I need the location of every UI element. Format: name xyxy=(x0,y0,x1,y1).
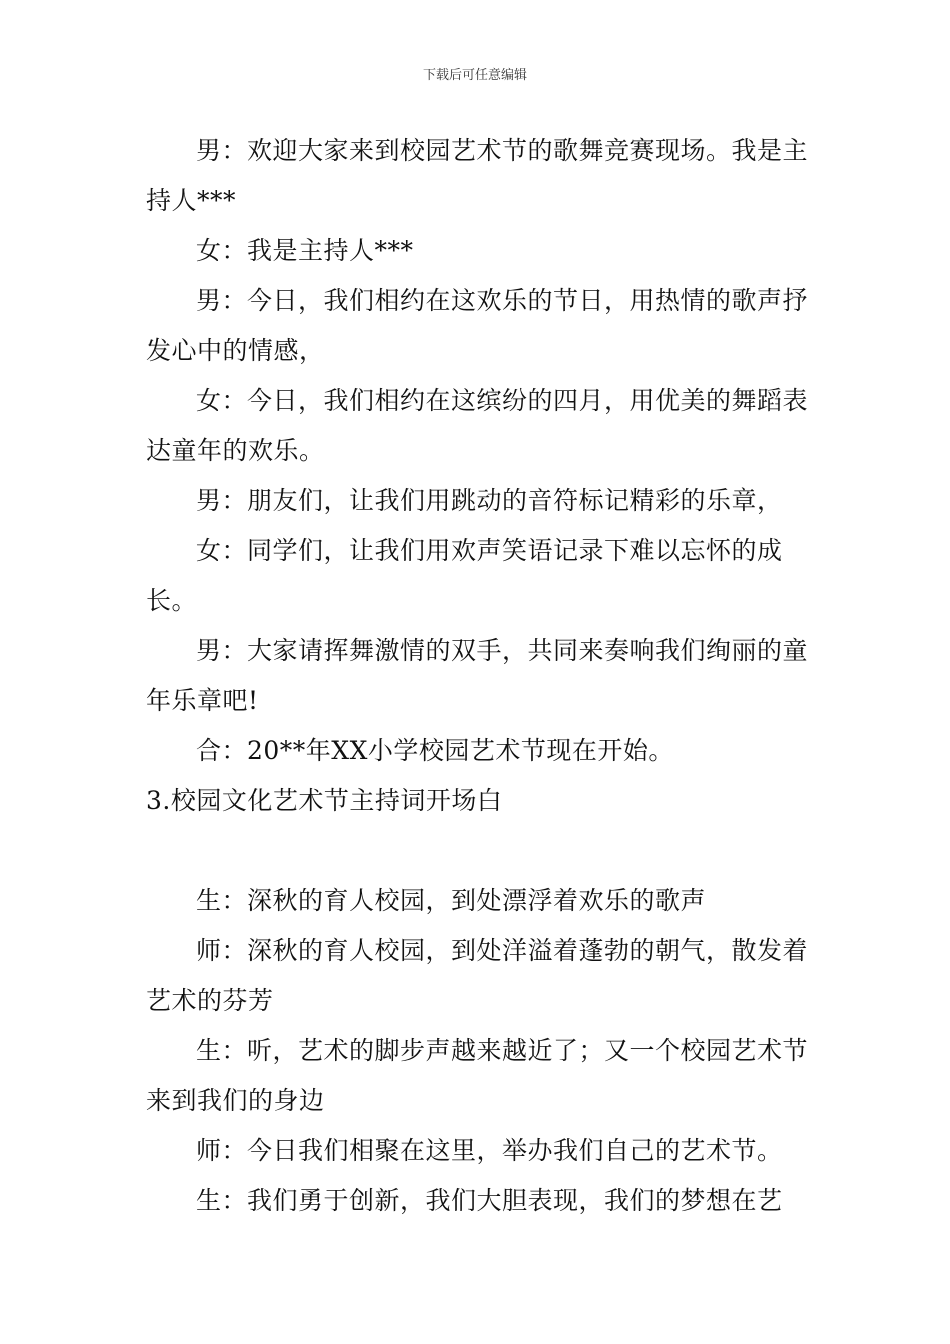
paragraph: 师：今日我们相聚在这里，举办我们自己的艺术节。 xyxy=(196,1136,783,1165)
paragraph: 生：深秋的育人校园，到处漂浮着欢乐的歌声 xyxy=(196,886,707,915)
paragraph: 女：我是主持人*** xyxy=(196,236,414,265)
page-header-note: 下载后可任意编辑 xyxy=(422,68,527,83)
paragraph: 合：20**年XX小学校园艺术节现在开始。 xyxy=(196,736,674,765)
paragraph: 生：听，艺术的脚步声越来越近了；又一个校园艺术节来到我们的身边 xyxy=(146,1036,809,1115)
paragraph: 男：大家请挥舞激情的双手，共同来奏响我们绚丽的童年乐章吧! xyxy=(146,636,809,715)
paragraph: 男：今日，我们相约在这欢乐的节日，用热情的歌声抒发心中的情感， xyxy=(146,286,809,365)
paragraph: 女：今日，我们相约在这缤纷的四月，用优美的舞蹈表达童年的欢乐。 xyxy=(146,386,809,465)
document-body xyxy=(146,126,810,1226)
paragraph: 男：欢迎大家来到校园艺术节的歌舞竞赛现场。我是主持人*** xyxy=(146,136,809,215)
paragraph: 生：我们勇于创新，我们大胆表现，我们的梦想在艺 xyxy=(196,1186,783,1215)
section-heading: 3.校园文化艺术节主持词开场白 xyxy=(146,786,503,815)
paragraph: 男：朋友们，让我们用跳动的音符标记精彩的乐章， xyxy=(196,486,783,515)
blank-line xyxy=(146,826,810,876)
paragraph: 师：深秋的育人校园，到处洋溢着蓬勃的朝气，散发着艺术的芬芳 xyxy=(146,936,809,1015)
paragraph: 女：同学们，让我们用欢声笑语记录下难以忘怀的成长。 xyxy=(146,536,783,615)
